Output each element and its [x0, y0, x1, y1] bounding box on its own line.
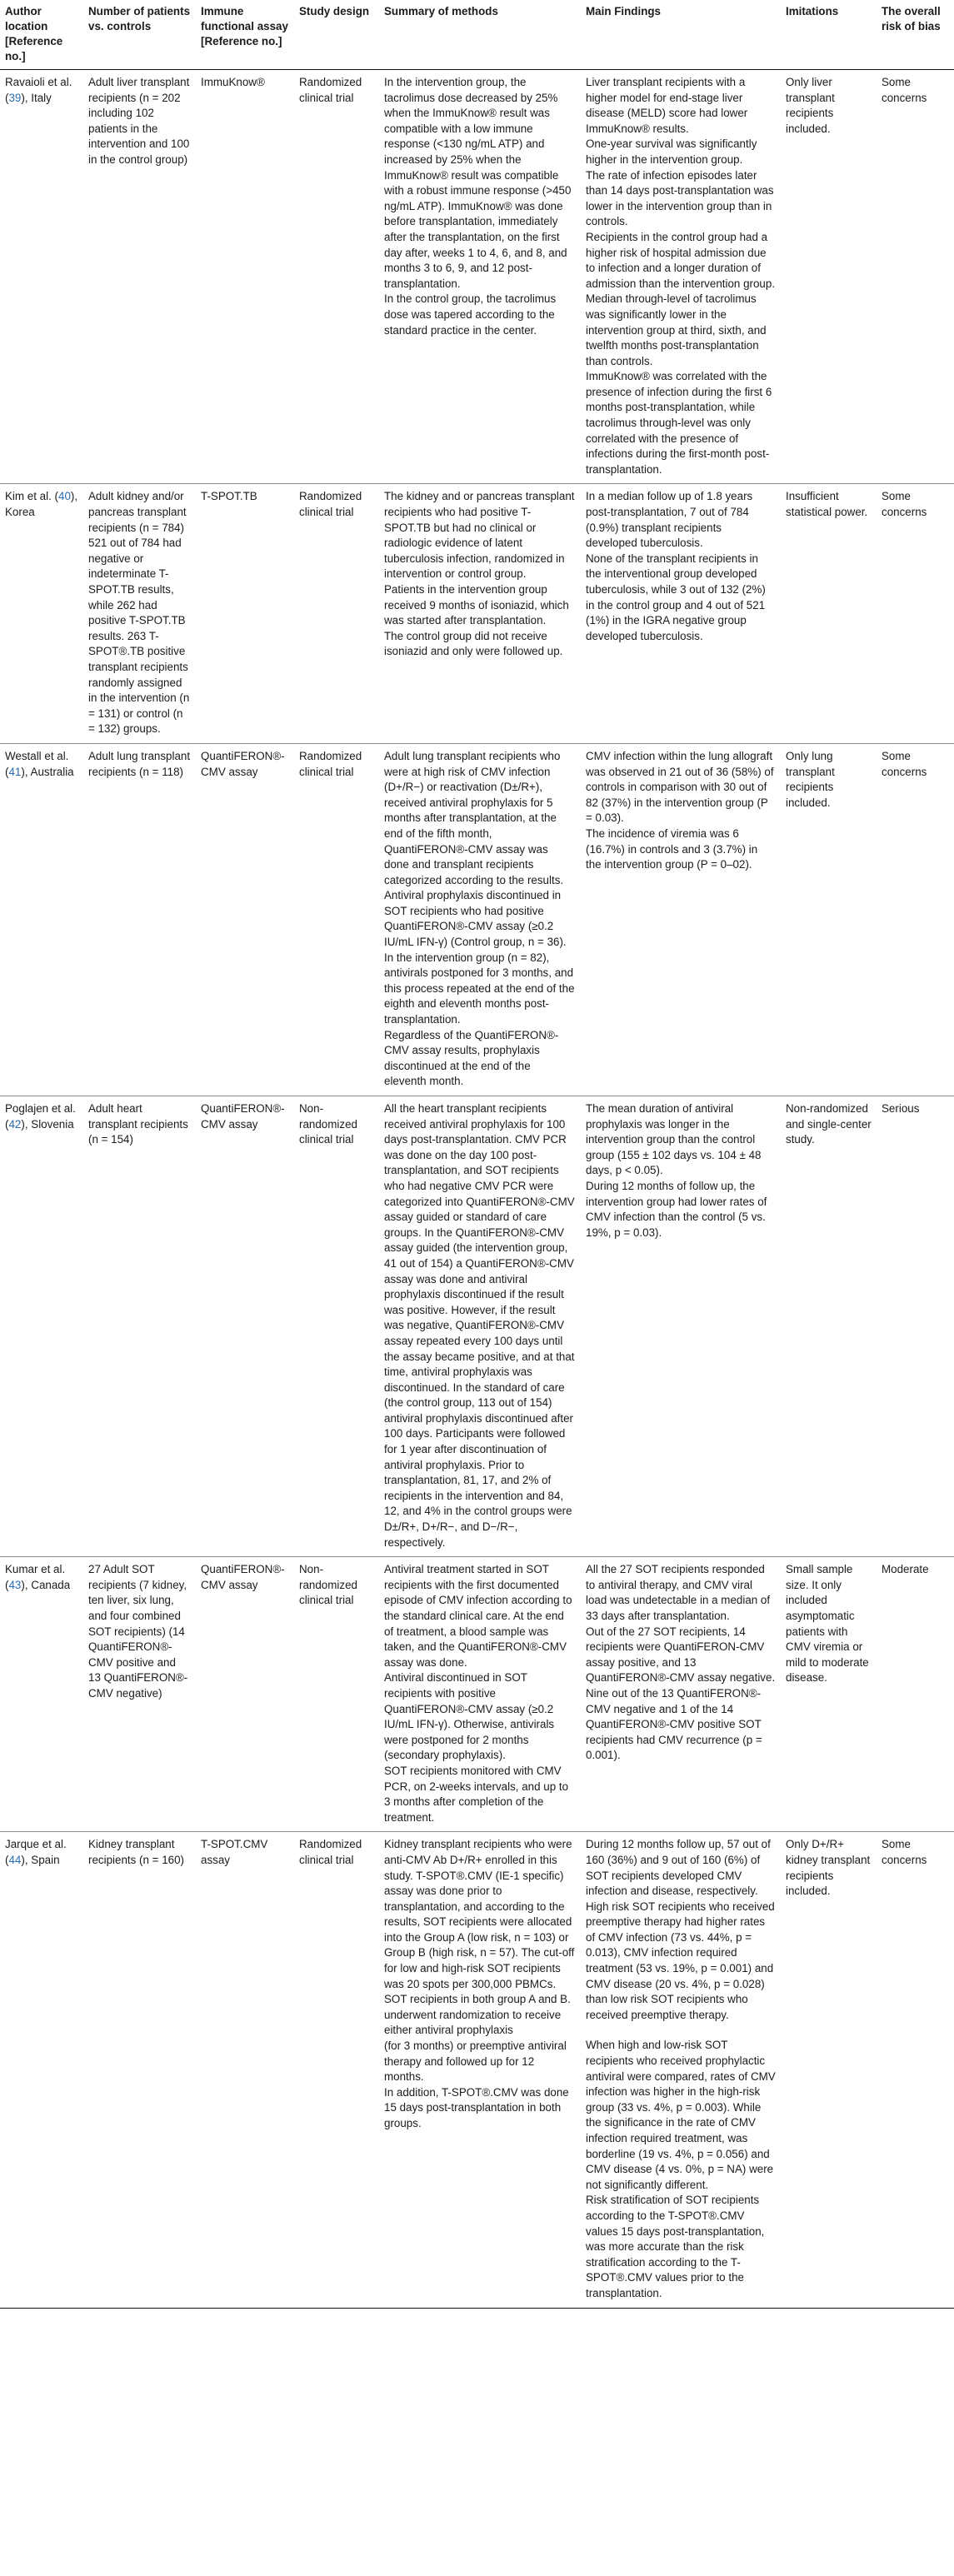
header-design: Study design [294, 0, 379, 70]
cell-assay: T-SPOT.TB [196, 484, 294, 744]
cell-patients: Adult heart transplant recipients (n = 154) [83, 1096, 196, 1557]
cell-assay: T-SPOT.CMV assay [196, 1832, 294, 2308]
cell-findings-paragraph: Out of the 27 SOT recipients, 14 recipients were QuantiFERON-CMV assay positive, and 13 QuantiFERON®-CMV assay negative. [586, 1625, 776, 1685]
cell-findings-paragraph: Median through-level of tacrolimus was significantly lower in the intervention group at third, sixth, and twelfth months post-transplantation than controls. [586, 292, 767, 367]
table-row [0, 1557, 954, 1832]
cell-design: Randomized clinical trial [294, 70, 379, 484]
cell-findings [581, 70, 781, 484]
cell-limitations: Small sample size. It only included asymptomatic patients with CMV viremia or mild to moderate disease. [781, 1557, 877, 1832]
cell-limitations: Insufficient statistical power. [781, 484, 877, 744]
reference-link[interactable]: 43 [8, 1578, 22, 1591]
cell-author: Poglajen et al. (42), Slovenia [0, 1096, 83, 1557]
cell-assay: ImmuKnow® [196, 70, 294, 484]
table-body [0, 70, 954, 2309]
cell-findings-paragraph: None of the transplant recipients in the interventional group developed tuberculosis, while 3 out of 132 (2%) in the control group and 4 out of 521 (1%) in the IGRA negative group developed tuberculosis. [586, 552, 766, 642]
cell-findings-paragraph: During 12 months follow up, 57 out of 160 (36%) and 9 out of 160 (6%) of SOT recipients developed CMV infection and disease, respectively. High risk SOT recipients who received preemptive therapy had higher rates of CMV infection (73 vs. 44%, p = 0.013), CMV infection required treatment (53 vs. 19%, p = 0.001) and CMV disease (20 vs. 4%, p = 0.028) than low risk SOT recipients who received preemptive therapy. [586, 1838, 775, 2021]
header-author: Author location [Reference no.] [0, 0, 83, 70]
table-row [0, 743, 954, 1096]
cell-methods [379, 1832, 581, 2308]
cell-methods-paragraph: (for 3 months) or preemptive antiviral therapy and followed up for 12 months. [384, 2039, 567, 2084]
cell-methods-paragraph: In addition, T-SPOT®.CMV was done 15 days post-transplantation in both groups. [384, 2085, 569, 2129]
cell-findings [581, 1557, 781, 1832]
cell-bias: Some concerns [877, 484, 954, 744]
header-limitations: Imitations [781, 0, 877, 70]
reference-link[interactable]: 40 [58, 490, 71, 503]
cell-findings-paragraph: All the 27 SOT recipients responded to antiviral therapy, and CMV viral load was undetectable in a median of 33 days after transplantation. [586, 1563, 771, 1622]
table-header [0, 0, 954, 70]
cell-author: Westall et al. (41), Australia [0, 743, 83, 1096]
cell-findings-paragraph: Risk stratification of SOT recipients according to the T-SPOT®.CMV values 15 days post-transplantation, was more accurate than the risk stratification according to the T-SPOT®.CMV values prior to the transplantation. [586, 2194, 765, 2299]
cell-methods-paragraph: In the intervention group, the tacrolimus dose decreased by 25% when the ImmuKnow® result was compatible with a low immune response (<130 ng/mL ATP) and increased by 25% when the ImmuKnow® result was compatible with a robust immune response (>450 ng/mL ATP). ImmuKnow® was done before transplantation, immediately after the transplantation, on the first day after, weeks 1 to 4, 6, and 8, and months 3 to 6, 9, and 12 post-transplantation. [384, 76, 572, 290]
cell-patients: Adult liver transplant recipients (n = 202 including 102 patients in the intervention and 100 in the control group) [83, 70, 196, 484]
cell-methods-paragraph: In the control group, the tacrolimus dose was tapered according to the standard practice in the center. [384, 292, 557, 337]
cell-bias: Some concerns [877, 70, 954, 484]
reference-link[interactable]: 42 [8, 1117, 22, 1131]
cell-author: Ravaioli et al. (39), Italy [0, 70, 83, 484]
header-methods: Summary of methods [379, 0, 581, 70]
cell-patients: 27 Adult SOT recipients (7 kidney, ten liver, six lung, and four combined SOT recipients) (14 QuantiFERON®-CMV positive and 13 QuantiFERON®-CMV negative) [83, 1557, 196, 1832]
cell-author: Kumar et al. (43), Canada [0, 1557, 83, 1832]
table-row [0, 484, 954, 744]
cell-methods-paragraph: Patients in the intervention group received 9 months of isoniazid, which was started after transplantation. [384, 583, 569, 627]
cell-methods-paragraph: SOT recipients monitored with CMV PCR, on 2-weeks intervals, and up to 3 months after completion of the treatment. [384, 1764, 569, 1824]
cell-methods-paragraph: Antiviral treatment started in SOT recipients with the first documented episode of CMV infection according to the standard clinical care. At the end of treatment, a blood sample was taken, and the QuantiFERON®-CMV assay was done. [384, 1563, 572, 1669]
table-row [0, 1096, 954, 1557]
cell-design: Randomized clinical trial [294, 1832, 379, 2308]
cell-findings-paragraph: The mean duration of antiviral prophylaxis was longer in the intervention group than the control group (155 ± 102 days vs. 104 ± 48 days, p < 0.05). [586, 1102, 762, 1177]
cell-author: Kim et al. (40), Korea [0, 484, 83, 744]
cell-methods-paragraph: Antiviral discontinued in SOT recipients with positive QuantiFERON®-CMV assay (≥0.2 IU/mL IFN-γ). Otherwise, antivirals were postponed for 2 months (secondary prophylaxis). [384, 1671, 555, 1762]
cell-bias: Some concerns [877, 743, 954, 1096]
cell-bias: Moderate [877, 1557, 954, 1832]
cell-limitations: Non-randomized and single-center study. [781, 1096, 877, 1557]
cell-design: Randomized clinical trial [294, 484, 379, 744]
header-patients: Number of patients vs. controls [83, 0, 196, 70]
cell-methods-paragraph: The control group did not receive isoniazid and only were followed up. [384, 629, 563, 658]
cell-methods-paragraph: Regardless of the QuantiFERON®-CMV assay results, prophylaxis discontinued at the end of the eleventh month. [384, 1028, 559, 1088]
cell-findings-paragraph: The rate of infection episodes later than 14 days post-transplantation was lower in the intervention group than in controls. [586, 168, 774, 228]
table-row [0, 70, 954, 484]
cell-findings-paragraph: Nine out of the 13 QuantiFERON®-CMV negative and 1 of the 14 QuantiFERON®-CMV positive SOT recipients had CMV recurrence (p = 0.001). [586, 1686, 762, 1762]
cell-methods-paragraph: Kidney transplant recipients who were anti-CMV Ab D+/R+ enrolled in this study. T-SPOT®.CMV (IE-1 specific) assay was done prior to transplantation, and according to the results, SOT recipients were allocated into the Group A (low risk, n = 103) or Group B (high risk, n = 57). The cut-off for low and high-risk SOT recipients was 20 spots per 300,000 PBMCs. SOT recipients in both group A and B. underwent randomization to receive either antiviral prophylaxis [384, 1838, 575, 2037]
table-row [0, 1832, 954, 2308]
cell-assay: QuantiFERON®-CMV assay [196, 743, 294, 1096]
cell-findings [581, 1832, 781, 2308]
cell-findings-paragraph: In a median follow up of 1.8 years post-transplantation, 7 out of 784 (0.9%) transplant recipients developed tuberculosis. [586, 490, 753, 550]
cell-findings-paragraph [586, 2023, 776, 2038]
header-bias: The overall risk of bias [877, 0, 954, 70]
cell-design: Non-randomized clinical trial [294, 1096, 379, 1557]
cell-findings [581, 484, 781, 744]
cell-methods-paragraph: All the heart transplant recipients received antiviral prophylaxis for 100 days post-transplantation. CMV PCR was done on the day 100 post-transplantation, and SOT recipients who had negative CMV PCR were categorized into QuantiFERON®-CMV assay guided or standard of care groups. In the QuantiFERON®-CMV assay guided (the intervention group, 41 out of 154) a QuantiFERON®-CMV assay was done and antiviral prophylaxis discontinued if the result was positive. However, if the result was negative, QuantiFERON®-CMV assay repeated every 100 days until the assay became positive, and at that time, antiviral prophylaxis was discontinued. In the standard of care (the control group, 113 out of 154) antiviral prophylaxis discontinued after 100 days. Participants were followed for 1 year after discontinuation of antiviral prophylaxis. Prior to transplantation, 81, 17, and 2% of recipients in the intervention and 84, 12, and 4% in the control groups were D±/R+, D+/R−, and D−/R−, respectively. [384, 1102, 575, 1549]
cell-methods-paragraph: The kidney and or pancreas transplant recipients who had positive T-SPOT.TB but had no clinical or radiologic evidence of latent tuberculosis infection, randomized in intervention or control group. [384, 490, 575, 581]
cell-patients: Adult kidney and/or pancreas transplant recipients (n = 784) 521 out of 784 had negative or indeterminate T-SPOT.TB results, while 262 had positive T-SPOT.TB results. 263 T-SPOT®.TB positive transplant recipients randomly assigned in the intervention (n = 131) or control (n = 132) groups. [83, 484, 196, 744]
reference-link[interactable]: 41 [8, 765, 22, 778]
cell-findings-paragraph: Liver transplant recipients with a higher model for end-stage liver disease (MELD) score had lower ImmuKnow® results. [586, 76, 748, 135]
cell-patients: Adult lung transplant recipients (n = 118) [83, 743, 196, 1096]
cell-findings-paragraph: One-year survival was significantly higher in the intervention group. [586, 137, 757, 166]
cell-findings-paragraph: Recipients in the control group had a higher risk of hospital admission due to infection and a longer duration of admission than the intervention group. [586, 230, 776, 290]
cell-limitations: Only lung transplant recipients included. [781, 743, 877, 1096]
header-assay: Immune functional assay [Reference no.] [196, 0, 294, 70]
cell-findings-paragraph: ImmuKnow® was correlated with the presence of infection during the first 6 months post-transplantation, while tacrolimus through-level was only correlated with the presence of infections during the first-month post-transplantation. [586, 370, 772, 476]
cell-findings-paragraph: When high and low-risk SOT recipients who received prophylactic antiviral were compared, rates of CMV infection was higher in the high-risk group (33 vs. 4%, p = 0.003). While the significance in the rate of CMV infection required treatment, was borderline (19 vs. 4%, p = 0.056) and CMV disease (4 vs. 0%, p = NA) were not significantly different. [586, 2039, 776, 2191]
cell-findings-paragraph: The incidence of viremia was 6 (16.7%) in controls and 3 (3.7%) in the intervention group (P = 0–02). [586, 826, 758, 871]
cell-limitations: Only liver transplant recipients included. [781, 70, 877, 484]
cell-methods [379, 70, 581, 484]
cell-patients: Kidney transplant recipients (n = 160) [83, 1832, 196, 2308]
cell-author: Jarque et al. (44), Spain [0, 1832, 83, 2308]
reference-link[interactable]: 44 [8, 1853, 22, 1866]
cell-findings [581, 1096, 781, 1557]
reference-link[interactable]: 39 [8, 91, 22, 104]
cell-bias: Serious [877, 1096, 954, 1557]
cell-bias: Some concerns [877, 1832, 954, 2308]
cell-methods [379, 484, 581, 744]
cell-assay: QuantiFERON®-CMV assay [196, 1557, 294, 1832]
cell-design: Non-randomized clinical trial [294, 1557, 379, 1832]
cell-findings-paragraph: CMV infection within the lung allograft was observed in 21 out of 36 (58%) of controls in comparison with 30 out of 82 (37%) in the intervention group (P = 0.03). [586, 749, 774, 825]
cell-methods [379, 1557, 581, 1832]
cell-methods-paragraph: Antiviral prophylaxis discontinued in SOT recipients who had positive QuantiFERON®-CMV assay (≥0.2 IU/mL IFN-γ) (Control group, n = 36). In the intervention group (n = 82), antivirals postponed for 3 months, and this process repeated at the end of the eighth and eleventh months post-transplantation. [384, 889, 575, 1026]
cell-design: Randomized clinical trial [294, 743, 379, 1096]
cell-findings [581, 743, 781, 1096]
cell-methods [379, 1096, 581, 1557]
cell-limitations: Only D+/R+ kidney transplant recipients included. [781, 1832, 877, 2308]
header-findings: Main Findings [581, 0, 781, 70]
cell-findings-paragraph: During 12 months of follow up, the intervention group had lower rates of CMV infection than the control (5 vs. 19%, p = 0.03). [586, 1179, 767, 1239]
cell-assay: QuantiFERON®-CMV assay [196, 1096, 294, 1557]
cell-methods [379, 743, 581, 1096]
cell-methods-paragraph: Adult lung transplant recipients who were at high risk of CMV infection (D+/R−) or reactivation (D±/R+), received antiviral prophylaxis for 5 months after transplantation, at the end of the fifth month, QuantiFERON®-CMV assay was done and transplant recipients categorized according to the results. [384, 749, 564, 886]
